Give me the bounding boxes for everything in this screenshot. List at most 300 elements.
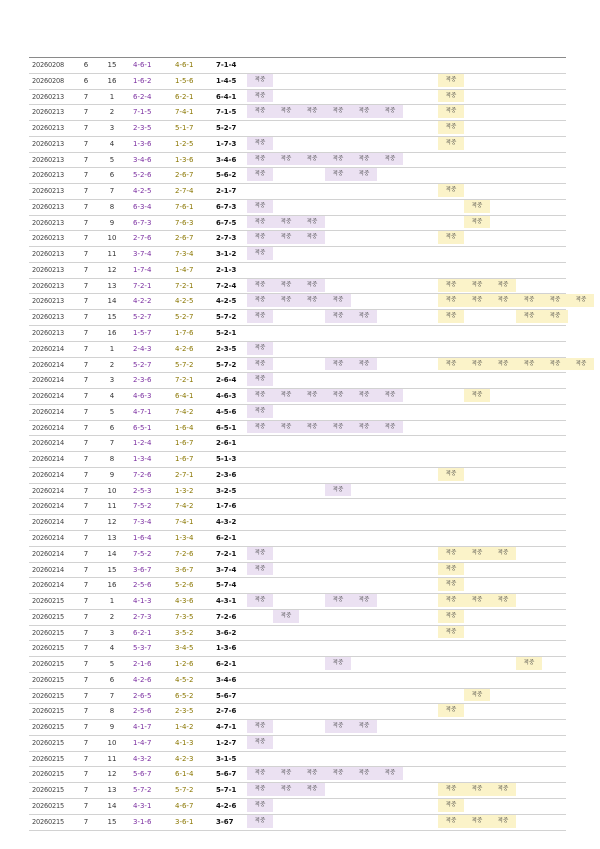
date-cell: 20260215 bbox=[32, 770, 64, 779]
hit-badge-purple: 적중 bbox=[247, 767, 273, 780]
hit-badge-yellow: 적중 bbox=[464, 279, 490, 292]
result-cell: 7-1-4 bbox=[216, 61, 237, 69]
hit-badge-yellow: 적중 bbox=[516, 310, 542, 323]
result-cell: 3-7-4 bbox=[216, 565, 237, 574]
hit-badge-purple: 적중 bbox=[351, 358, 377, 371]
combo-b-cell: 1-6-7 bbox=[175, 455, 194, 464]
sequence-cell: 3 bbox=[109, 628, 115, 637]
hit-badge-yellow: 적중 bbox=[464, 200, 490, 213]
result-cell: 6-7-5 bbox=[216, 218, 237, 227]
round-cell: 7 bbox=[83, 754, 89, 763]
sequence-cell: 11 bbox=[107, 502, 117, 511]
date-cell: 20260215 bbox=[32, 738, 64, 747]
sequence-cell: 9 bbox=[109, 470, 115, 479]
date-cell: 20260215 bbox=[32, 817, 64, 826]
hit-badge-purple: 적중 bbox=[247, 310, 273, 323]
result-cell: 5-1-3 bbox=[216, 455, 237, 464]
hit-badge-purple: 적중 bbox=[247, 74, 273, 87]
result-cell: 4-6-3 bbox=[216, 392, 237, 401]
hit-badge-purple: 적중 bbox=[247, 563, 273, 576]
table-row bbox=[29, 720, 566, 736]
round-cell: 7 bbox=[83, 265, 89, 274]
result-cell: 4-7-1 bbox=[216, 723, 237, 732]
date-cell: 20260215 bbox=[32, 597, 64, 606]
hit-badge-purple: 적중 bbox=[299, 216, 325, 229]
hit-badge-yellow: 적중 bbox=[464, 689, 490, 702]
round-cell: 7 bbox=[83, 549, 89, 558]
table-row bbox=[29, 673, 566, 689]
combo-a-cell: 1-3-4 bbox=[133, 455, 152, 464]
sequence-cell: 10 bbox=[107, 234, 117, 243]
combo-a-cell: 1-6-4 bbox=[133, 533, 152, 542]
sequence-cell: 8 bbox=[109, 455, 115, 464]
round-cell: 7 bbox=[83, 565, 89, 574]
result-cell: 5-6-2 bbox=[216, 171, 237, 180]
result-cell: 7-2-1 bbox=[216, 549, 237, 558]
hit-badge-yellow: 적중 bbox=[490, 783, 516, 796]
result-cell: 7-2-6 bbox=[216, 612, 237, 621]
date-cell: 20260213 bbox=[32, 234, 64, 243]
date-cell: 20260214 bbox=[32, 502, 64, 511]
round-cell: 7 bbox=[83, 92, 89, 101]
sequence-cell: 8 bbox=[109, 707, 115, 716]
combo-a-cell: 6-3-4 bbox=[133, 202, 152, 211]
result-cell: 5-7-4 bbox=[216, 581, 237, 590]
round-cell: 7 bbox=[83, 108, 89, 117]
hit-badge-purple: 적중 bbox=[325, 389, 351, 402]
hit-badge-yellow: 적중 bbox=[438, 578, 464, 591]
table-row bbox=[29, 153, 566, 169]
table-row bbox=[29, 294, 587, 310]
result-cell: 5-6-7 bbox=[216, 691, 237, 700]
sequence-cell: 4 bbox=[109, 644, 115, 653]
sequence-cell: 5 bbox=[109, 660, 115, 669]
hit-badge-purple: 적중 bbox=[273, 783, 299, 796]
date-cell: 20260215 bbox=[32, 801, 64, 810]
hit-badge-purple: 적중 bbox=[247, 342, 273, 355]
sequence-cell: 8 bbox=[109, 202, 115, 211]
hit-badge-yellow: 적중 bbox=[490, 358, 516, 371]
table-row bbox=[29, 752, 566, 768]
combo-a-cell: 1-4-7 bbox=[133, 738, 152, 747]
hit-badge-yellow: 적중 bbox=[490, 547, 516, 560]
hit-badge-yellow: 적중 bbox=[438, 184, 464, 197]
hit-badge-purple: 적중 bbox=[377, 767, 403, 780]
hit-badge-yellow: 적중 bbox=[438, 626, 464, 639]
round-cell: 7 bbox=[83, 770, 89, 779]
hit-badge-purple: 적중 bbox=[273, 421, 299, 434]
sequence-cell: 5 bbox=[109, 407, 115, 416]
date-cell: 20260213 bbox=[32, 155, 64, 164]
combo-a-cell: 3-1-6 bbox=[133, 817, 152, 826]
hit-badge-purple: 적중 bbox=[325, 294, 351, 307]
combo-b-cell: 1-6-7 bbox=[175, 439, 194, 448]
combo-b-cell: 4-2-5 bbox=[175, 297, 194, 306]
combo-a-cell: 7-2-1 bbox=[133, 281, 152, 290]
combo-b-cell: 7-2-1 bbox=[175, 376, 194, 385]
sequence-cell: 6 bbox=[109, 171, 115, 180]
hit-badge-purple: 적중 bbox=[351, 105, 377, 118]
table-row bbox=[29, 610, 566, 626]
round-cell: 7 bbox=[83, 581, 89, 590]
hit-badge-purple: 적중 bbox=[325, 153, 351, 166]
table-row bbox=[29, 799, 566, 815]
sequence-cell: 16 bbox=[107, 581, 117, 590]
result-cell: 1-7-3 bbox=[216, 139, 237, 148]
result-cell: 6-2-1 bbox=[216, 660, 237, 669]
sequence-cell: 12 bbox=[107, 770, 117, 779]
table-row bbox=[29, 405, 566, 421]
table-row bbox=[29, 657, 566, 673]
result-cell: 2-1-7 bbox=[216, 187, 237, 196]
combo-b-cell: 7-2-1 bbox=[175, 281, 194, 290]
combo-b-cell: 5-2-7 bbox=[175, 313, 194, 322]
date-cell: 20260214 bbox=[32, 439, 64, 448]
combo-b-cell: 3-6-7 bbox=[175, 565, 194, 574]
combo-b-cell: 1-4-2 bbox=[175, 723, 194, 732]
table-row bbox=[29, 184, 566, 200]
table-row bbox=[29, 767, 566, 783]
hit-badge-purple: 적중 bbox=[247, 594, 273, 607]
sequence-cell: 12 bbox=[107, 518, 117, 527]
hit-badge-yellow: 적중 bbox=[542, 294, 568, 307]
result-cell: 1-2-7 bbox=[216, 738, 237, 747]
hit-badge-yellow: 적중 bbox=[464, 216, 490, 229]
table-row bbox=[29, 279, 566, 295]
date-cell: 20260213 bbox=[32, 265, 64, 274]
table-row bbox=[29, 452, 566, 468]
hit-badge-yellow: 적중 bbox=[438, 815, 464, 828]
combo-b-cell: 7-4-1 bbox=[175, 518, 194, 527]
combo-b-cell: 1-6-4 bbox=[175, 423, 194, 432]
date-cell: 20260213 bbox=[32, 139, 64, 148]
hit-badge-yellow: 적중 bbox=[438, 231, 464, 244]
date-cell: 20260214 bbox=[32, 360, 64, 369]
date-cell: 20260215 bbox=[32, 754, 64, 763]
combo-a-cell: 4-1-3 bbox=[133, 597, 152, 606]
combo-b-cell: 1-2-6 bbox=[175, 660, 194, 669]
date-cell: 20260213 bbox=[32, 313, 64, 322]
hit-badge-yellow: 적중 bbox=[464, 783, 490, 796]
hit-badge-yellow: 적중 bbox=[438, 547, 464, 560]
hit-badge-yellow: 적중 bbox=[464, 294, 490, 307]
combo-b-cell: 1-5-6 bbox=[175, 76, 194, 85]
result-cell: 7-1-5 bbox=[216, 108, 237, 117]
hit-badge-purple: 적중 bbox=[247, 168, 273, 181]
hit-badge-purple: 적중 bbox=[351, 594, 377, 607]
round-cell: 6 bbox=[83, 76, 89, 85]
hit-badge-purple: 적중 bbox=[247, 216, 273, 229]
table-row bbox=[29, 90, 566, 106]
combo-a-cell: 7-3-4 bbox=[133, 518, 152, 527]
result-cell: 3-4-6 bbox=[216, 155, 237, 164]
date-cell: 20260214 bbox=[32, 344, 64, 353]
combo-a-cell: 2-5-6 bbox=[133, 581, 152, 590]
hit-badge-purple: 적중 bbox=[325, 310, 351, 323]
sequence-cell: 15 bbox=[107, 817, 117, 826]
table-row bbox=[29, 736, 566, 752]
date-cell: 20260215 bbox=[32, 707, 64, 716]
combo-a-cell: 1-7-4 bbox=[133, 265, 152, 274]
table-row bbox=[29, 326, 566, 342]
hit-badge-purple: 적중 bbox=[351, 767, 377, 780]
round-cell: 7 bbox=[83, 124, 89, 133]
sequence-cell: 14 bbox=[107, 549, 117, 558]
combo-b-cell: 7-6-1 bbox=[175, 202, 194, 211]
hit-badge-yellow: 적중 bbox=[438, 279, 464, 292]
combo-a-cell: 4-3-1 bbox=[133, 801, 152, 810]
table-row bbox=[29, 468, 566, 484]
table-row bbox=[29, 121, 566, 137]
combo-b-cell: 5-1-7 bbox=[175, 124, 194, 133]
round-cell: 7 bbox=[83, 187, 89, 196]
date-cell: 20260214 bbox=[32, 376, 64, 385]
combo-b-cell: 1-3-6 bbox=[175, 155, 194, 164]
hit-badge-yellow: 적중 bbox=[438, 105, 464, 118]
sequence-cell: 6 bbox=[109, 423, 115, 432]
table-row bbox=[29, 310, 566, 326]
combo-a-cell: 1-5-7 bbox=[133, 329, 152, 338]
round-cell: 7 bbox=[83, 455, 89, 464]
sequence-cell: 16 bbox=[107, 76, 117, 85]
round-cell: 7 bbox=[83, 738, 89, 747]
hit-badge-yellow: 적중 bbox=[516, 358, 542, 371]
hit-badge-purple: 적중 bbox=[247, 153, 273, 166]
table-row bbox=[29, 499, 566, 515]
result-cell: 2-3-5 bbox=[216, 344, 237, 353]
hit-badge-purple: 적중 bbox=[273, 153, 299, 166]
round-cell: 6 bbox=[83, 61, 89, 69]
combo-a-cell: 2-4-3 bbox=[133, 344, 152, 353]
round-cell: 7 bbox=[83, 801, 89, 810]
date-cell: 20260213 bbox=[32, 202, 64, 211]
combo-b-cell: 7-4-2 bbox=[175, 502, 194, 511]
table-row bbox=[29, 641, 566, 657]
combo-a-cell: 4-6-3 bbox=[133, 392, 152, 401]
combo-a-cell: 2-7-6 bbox=[133, 234, 152, 243]
date-cell: 20260213 bbox=[32, 250, 64, 259]
sequence-cell: 7 bbox=[109, 187, 115, 196]
combo-a-cell: 1-6-2 bbox=[133, 76, 152, 85]
round-cell: 7 bbox=[83, 155, 89, 164]
combo-b-cell: 2-7-1 bbox=[175, 470, 194, 479]
combo-a-cell: 4-3-2 bbox=[133, 754, 152, 763]
result-cell: 6-2-1 bbox=[216, 533, 237, 542]
round-cell: 7 bbox=[83, 171, 89, 180]
hit-badge-yellow: 적중 bbox=[438, 783, 464, 796]
hit-badge-purple: 적중 bbox=[247, 247, 273, 260]
combo-b-cell: 3-5-2 bbox=[175, 628, 194, 637]
combo-a-cell: 5-6-7 bbox=[133, 770, 152, 779]
combo-b-cell: 5-7-2 bbox=[175, 786, 194, 795]
hit-badge-purple: 적중 bbox=[247, 358, 273, 371]
round-cell: 7 bbox=[83, 139, 89, 148]
combo-b-cell: 4-2-3 bbox=[175, 754, 194, 763]
hit-badge-purple: 적중 bbox=[273, 279, 299, 292]
combo-b-cell: 2-6-7 bbox=[175, 234, 194, 243]
date-cell: 20260213 bbox=[32, 297, 64, 306]
date-cell: 20260213 bbox=[32, 171, 64, 180]
combo-a-cell: 7-1-5 bbox=[133, 108, 152, 117]
table-row bbox=[29, 594, 566, 610]
table-row bbox=[29, 263, 566, 279]
combo-a-cell: 4-2-2 bbox=[133, 297, 152, 306]
hit-badge-purple: 적중 bbox=[351, 168, 377, 181]
hit-badge-yellow: 적중 bbox=[490, 294, 516, 307]
date-cell: 20260213 bbox=[32, 329, 64, 338]
round-cell: 7 bbox=[83, 250, 89, 259]
hit-badge-yellow: 적중 bbox=[516, 294, 542, 307]
sequence-cell: 2 bbox=[109, 360, 115, 369]
hit-badge-purple: 적중 bbox=[247, 783, 273, 796]
hit-badge-purple: 적중 bbox=[299, 421, 325, 434]
result-cell: 6-4-1 bbox=[216, 92, 237, 101]
combo-a-cell: 2-5-3 bbox=[133, 486, 152, 495]
combo-a-cell: 4-2-5 bbox=[133, 187, 152, 196]
round-cell: 7 bbox=[83, 786, 89, 795]
sequence-cell: 13 bbox=[107, 533, 117, 542]
hit-badge-purple: 적중 bbox=[325, 168, 351, 181]
hit-badge-purple: 적중 bbox=[273, 767, 299, 780]
sequence-cell: 9 bbox=[109, 723, 115, 732]
result-cell: 1-3-6 bbox=[216, 644, 237, 653]
combo-a-cell: 4-2-6 bbox=[133, 675, 152, 684]
date-cell: 20260215 bbox=[32, 786, 64, 795]
hit-badge-purple: 적중 bbox=[247, 137, 273, 150]
combo-b-cell: 1-3-2 bbox=[175, 486, 194, 495]
sequence-cell: 15 bbox=[107, 61, 117, 69]
date-cell: 20260215 bbox=[32, 644, 64, 653]
sequence-cell: 7 bbox=[109, 439, 115, 448]
result-cell: 4-5-6 bbox=[216, 407, 237, 416]
combo-a-cell: 7-5-2 bbox=[133, 502, 152, 511]
sequence-cell: 15 bbox=[107, 565, 117, 574]
table-row bbox=[29, 515, 566, 531]
hit-badge-purple: 적중 bbox=[325, 720, 351, 733]
hit-badge-purple: 적중 bbox=[273, 294, 299, 307]
hit-badge-purple: 적중 bbox=[351, 310, 377, 323]
hit-badge-purple: 적중 bbox=[273, 105, 299, 118]
result-cell: 3-6-2 bbox=[216, 628, 237, 637]
result-cell: 4-2-6 bbox=[216, 801, 237, 810]
round-cell: 7 bbox=[83, 470, 89, 479]
sequence-cell: 13 bbox=[107, 786, 117, 795]
hit-badge-purple: 적중 bbox=[299, 783, 325, 796]
round-cell: 7 bbox=[83, 486, 89, 495]
combo-a-cell: 2-3-6 bbox=[133, 376, 152, 385]
combo-b-cell: 3-4-5 bbox=[175, 644, 194, 653]
hit-badge-yellow: 적중 bbox=[438, 610, 464, 623]
hit-badge-purple: 적중 bbox=[273, 389, 299, 402]
hit-badge-purple: 적중 bbox=[351, 389, 377, 402]
combo-a-cell: 2-6-5 bbox=[133, 691, 152, 700]
combo-a-cell: 3-7-4 bbox=[133, 250, 152, 259]
hit-badge-purple: 적중 bbox=[247, 105, 273, 118]
date-cell: 20260213 bbox=[32, 218, 64, 227]
round-cell: 7 bbox=[83, 612, 89, 621]
sequence-cell: 1 bbox=[109, 92, 115, 101]
date-cell: 20260213 bbox=[32, 281, 64, 290]
hit-badge-purple: 적중 bbox=[299, 231, 325, 244]
table-row bbox=[29, 704, 566, 720]
combo-b-cell: 5-2-6 bbox=[175, 581, 194, 590]
hit-badge-purple: 적중 bbox=[247, 200, 273, 213]
round-cell: 7 bbox=[83, 313, 89, 322]
date-cell: 20260215 bbox=[32, 628, 64, 637]
date-cell: 20260215 bbox=[32, 723, 64, 732]
date-cell: 20260214 bbox=[32, 455, 64, 464]
table-row bbox=[29, 137, 566, 153]
hit-badge-purple: 적중 bbox=[351, 720, 377, 733]
round-cell: 7 bbox=[83, 518, 89, 527]
sequence-cell: 16 bbox=[107, 329, 117, 338]
hit-badge-purple: 적중 bbox=[247, 279, 273, 292]
combo-a-cell: 1-2-4 bbox=[133, 439, 152, 448]
sequence-cell: 3 bbox=[109, 376, 115, 385]
date-cell: 20260214 bbox=[32, 565, 64, 574]
hit-badge-yellow: 적중 bbox=[464, 389, 490, 402]
hit-badge-purple: 적중 bbox=[247, 90, 273, 103]
combo-b-cell: 4-6-7 bbox=[175, 801, 194, 810]
round-cell: 7 bbox=[83, 234, 89, 243]
round-cell: 7 bbox=[83, 344, 89, 353]
sequence-cell: 11 bbox=[107, 250, 117, 259]
round-cell: 7 bbox=[83, 218, 89, 227]
combo-b-cell: 7-6-3 bbox=[175, 218, 194, 227]
hit-badge-purple: 적중 bbox=[325, 484, 351, 497]
hit-badge-yellow: 적중 bbox=[542, 310, 568, 323]
table-row bbox=[29, 200, 566, 216]
result-cell: 2-6-4 bbox=[216, 376, 237, 385]
hit-badge-yellow: 적중 bbox=[464, 594, 490, 607]
combo-a-cell: 2-5-6 bbox=[133, 707, 152, 716]
round-cell: 7 bbox=[83, 392, 89, 401]
combo-a-cell: 6-2-4 bbox=[133, 92, 152, 101]
hit-badge-purple: 적중 bbox=[273, 610, 299, 623]
hit-badge-yellow: 적중 bbox=[438, 90, 464, 103]
result-cell: 2-7-6 bbox=[216, 707, 237, 716]
round-cell: 7 bbox=[83, 675, 89, 684]
hit-badge-purple: 적중 bbox=[299, 389, 325, 402]
hit-badge-purple: 적중 bbox=[377, 389, 403, 402]
combo-a-cell: 5-3-7 bbox=[133, 644, 152, 653]
round-cell: 7 bbox=[83, 691, 89, 700]
table-row bbox=[29, 389, 566, 405]
combo-b-cell: 1-7-6 bbox=[175, 329, 194, 338]
date-cell: 20260213 bbox=[32, 108, 64, 117]
hit-badge-yellow: 적중 bbox=[438, 594, 464, 607]
hit-badge-purple: 적중 bbox=[247, 389, 273, 402]
sequence-cell: 10 bbox=[107, 738, 117, 747]
combo-b-cell: 6-4-1 bbox=[175, 392, 194, 401]
hit-badge-yellow: 적중 bbox=[438, 74, 464, 87]
combo-a-cell: 1-3-6 bbox=[133, 139, 152, 148]
hit-badge-yellow: 적중 bbox=[516, 657, 542, 670]
date-cell: 20260214 bbox=[32, 518, 64, 527]
combo-a-cell: 5-7-2 bbox=[133, 786, 152, 795]
result-cell: 4-2-5 bbox=[216, 297, 237, 306]
hit-badge-yellow: 적중 bbox=[490, 279, 516, 292]
table-row bbox=[29, 689, 566, 705]
hit-badge-purple: 적중 bbox=[325, 421, 351, 434]
round-cell: 7 bbox=[83, 281, 89, 290]
sequence-cell: 10 bbox=[107, 486, 117, 495]
combo-b-cell: 7-4-2 bbox=[175, 407, 194, 416]
combo-a-cell: 2-3-5 bbox=[133, 124, 152, 133]
date-cell: 20260213 bbox=[32, 92, 64, 101]
result-cell: 5-2-1 bbox=[216, 329, 237, 338]
result-cell: 2-3-6 bbox=[216, 470, 237, 479]
